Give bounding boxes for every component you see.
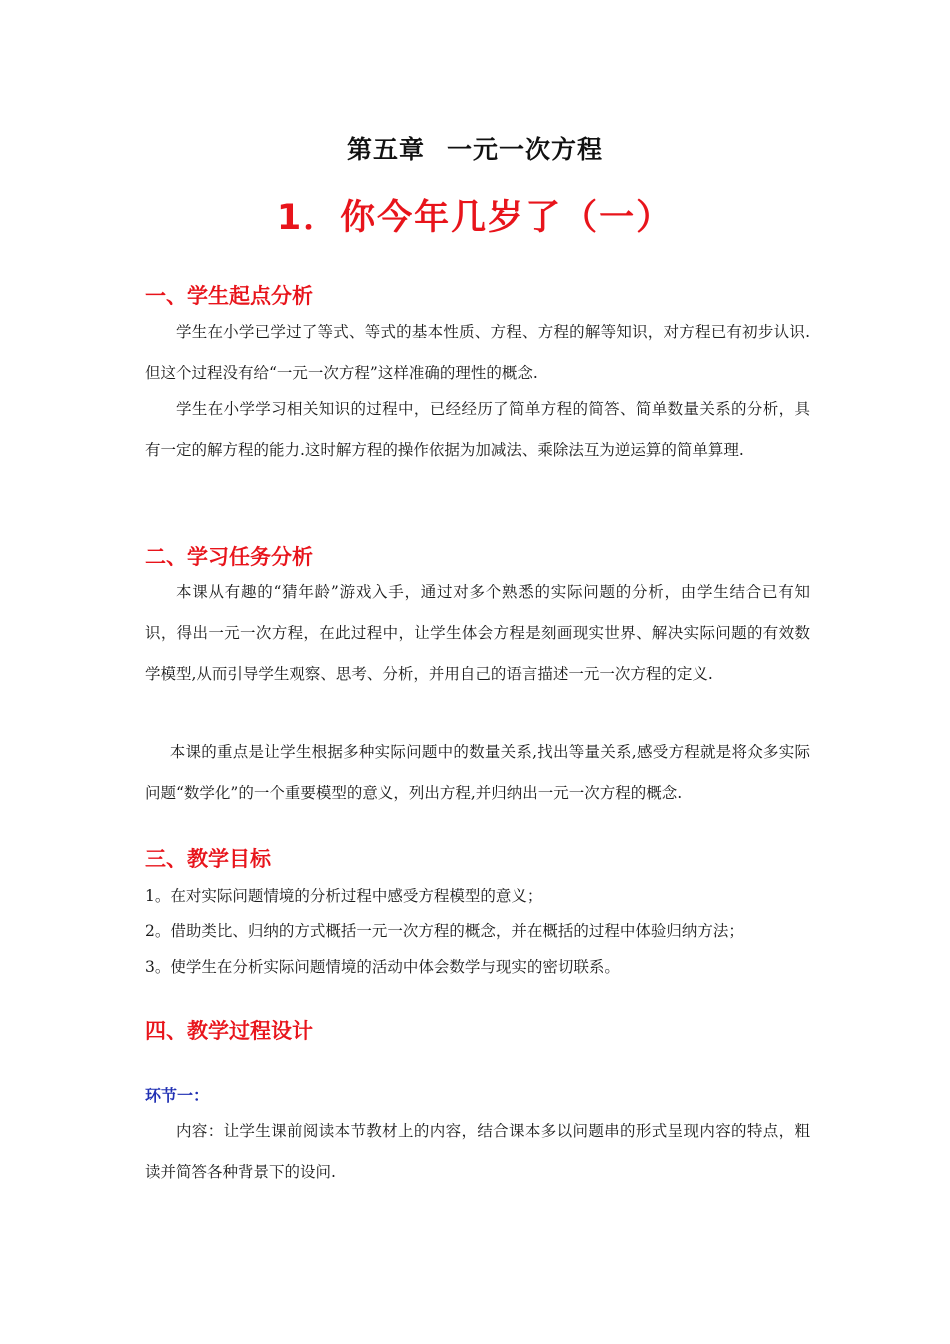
section4-heading: 四、教学过程设计 [145,1019,313,1043]
chapter-name: 一元一次方程 [447,135,604,164]
section2-heading: 二、学习任务分析 [145,545,313,569]
section1-paragraph-1: 学生在小学已学过了等式、等式的基本性质、方程、方程的解等知识，对方程已有初步认识. 但这个过程没有给“一元一次方程”这样准确的理性的概念. [145,323,810,382]
section2-paragraph-1: 本课从有趣的“猜年龄”游戏入手，通过对多个熟悉的实际问题的分析，由学生结合已有知识，得出一元一次方程，在此过程中，让学生体会方程是刻画现实世界、解决实际问题的有效数学模型,从而引导学生观察、思考、分析，并用自己的语言描述一元一次方程的定义. [145,583,810,683]
chapter-title [0,130,950,166]
section3-heading: 三、教学目标 [145,847,271,871]
step1-content: 内容：让学生课前阅读本节教材上的内容，结合课本多以问题串的形式呈现内容的特点，粗读并简答各种背景下的设问. [145,1122,810,1181]
lesson-title: 1．你今年几岁了（一） [276,198,674,238]
objective-item-3: 3。使学生在分析实际问题情境的活动中体会数学与现实的密切联系。 [145,958,620,976]
section1-paragraph-2: 学生在小学学习相关知识的过程中，已经经历了简单方程的简答、简单数量关系的分析，具有一定的解方程的能力.这时解方程的操作依据为加减法、乘除法互为逆运算的简单算理. [145,400,810,459]
section2-paragraph-2: 本课的重点是让学生根据多种实际问题中的数量关系,找出等量关系,感受方程就是将众多实际问题“数学化”的一个重要模型的意义，列出方程,并归纳出一元一次方程的概念. [145,743,810,802]
step1-label: 环节一： [145,1086,210,1105]
chapter-number: 第五章 [346,135,425,164]
section1-heading: 一、学生起点分析 [145,284,313,308]
objective-item-1: 1。在对实际问题情境的分析过程中感受方程模型的意义； [145,887,543,905]
objective-item-2: 2。借助类比、归纳的方式概括一元一次方程的概念，并在概括的过程中体验归纳方法； [145,922,744,940]
